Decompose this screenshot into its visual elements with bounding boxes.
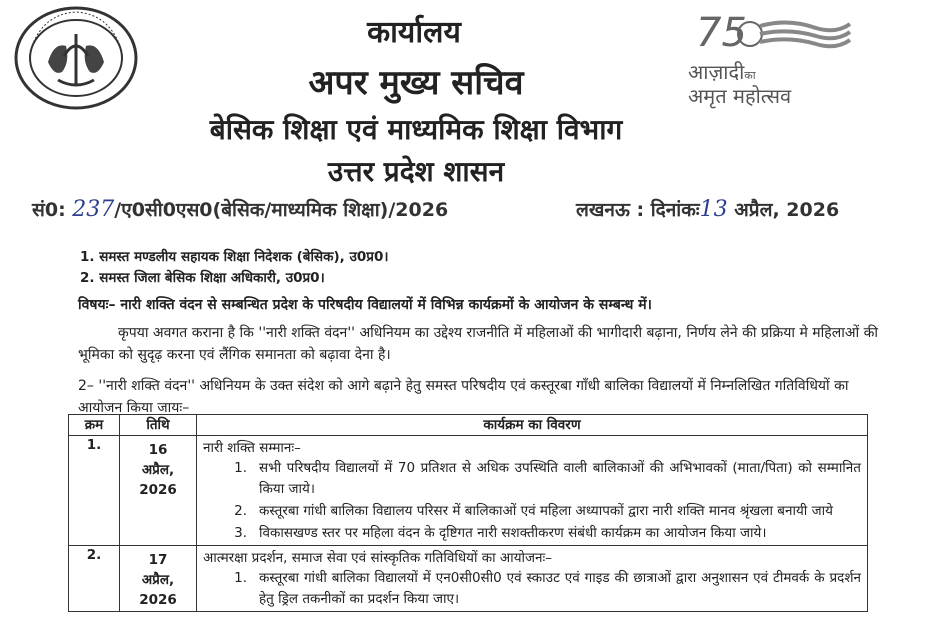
col-header-sn: क्रम bbox=[69, 415, 120, 436]
subject-line: विषयः– नारी शक्ति वंदन से सम्बन्धित प्रदेश के परिषदीय विद्यालयों में विभिन्न कार्यक्रमों के आयोजन के सम्बन्ध में। bbox=[78, 297, 652, 313]
row-date: 16 अप्रैल, 2026 bbox=[120, 436, 197, 546]
azadi-line2: अमृत महोत्सव bbox=[688, 84, 792, 108]
row-sn: 1. bbox=[69, 436, 120, 546]
list-item: 3. विकासखण्ड स्तर पर महिला वंदन के दृष्टिगत नारी सशक्तीकरण संबंधी कार्यक्रम का आयोजन किया जाये। bbox=[234, 525, 767, 541]
place-date: लखनऊ : दिनांकः13 अप्रैल, 2026 bbox=[576, 197, 840, 222]
row-details bbox=[197, 436, 868, 546]
handwritten-day: 13 bbox=[699, 197, 728, 222]
list-item: 2. कस्तूरबा गांधी बालिका विद्यालय परिसर में बालिकाओं एवं महिला अध्यापकों द्वारा नारी शक्ति मानव श्रृंखला बनायी जाये bbox=[234, 503, 833, 519]
addressee-2: 2. समस्त जिला बेसिक शिक्षा अधिकारी, उ0प्र0। bbox=[80, 270, 325, 286]
activity-title: आत्मरक्षा प्रदर्शन, समाज सेवा एवं सांस्कृतिक गतिविधियों का आयोजनः– bbox=[203, 550, 553, 566]
addressee-1: 1. समस्त मण्डलीय सहायक शिक्षा निदेशक (बेसिक), उ0प्र0। bbox=[80, 249, 389, 265]
table-row bbox=[69, 546, 868, 612]
officer-heading: अपर मुख्य सचिव bbox=[308, 63, 524, 103]
azadi-number: 75 bbox=[696, 10, 747, 56]
col-header-date: तिथि bbox=[120, 415, 197, 436]
government-heading: उत्तर प्रदेश शासन bbox=[327, 155, 505, 188]
col-header-details: कार्यक्रम का विवरण bbox=[197, 415, 868, 436]
programme-table bbox=[68, 414, 868, 612]
table-header-row bbox=[69, 415, 868, 436]
department-heading: बेसिक शिक्षा एवं माध्यमिक शिक्षा विभाग bbox=[209, 113, 623, 146]
list-item: 1. कस्तूरबा गांधी बालिका विद्यालयों में एन0सी0सी0 एवं स्काउट एवं गाइड की छात्राओं द्वारा अनुशासन एवं टीमवर्क के प्रदर्शन हेतु ड्रिल तकनीकों का प्रदर्शन किया जाए। bbox=[234, 570, 861, 607]
activity-title: नारी शक्ति सम्मानः– bbox=[203, 440, 301, 456]
list-item: 1. सभी परिषदीय विद्यालयों में 70 प्रतिशत से अधिक उपस्थिति वाली बालिकाओं की अभिभावकों (माता/पिता) को सम्मानित किया जाये। bbox=[234, 460, 861, 497]
table-row bbox=[69, 436, 868, 546]
paragraph-2: 2– ''नारी शक्ति वंदन'' अधिनियम के उक्त संदेश को आगे बढ़ाने हेतु समस्त परिषदीय एवं कस्तूरबा गाँधी बालिका विद्यालयों में निम्नलिखित गतिविधियों का आयोजन किया जायः– bbox=[78, 378, 849, 416]
row-details bbox=[197, 546, 868, 612]
reference-number: सं0: 237/ए0सी0एस0(बेसिक/माध्यमिक शिक्षा)/2026 bbox=[32, 197, 449, 222]
handwritten-ref-number: 237 bbox=[72, 197, 115, 222]
row-date: 17 अप्रैल, 2026 bbox=[120, 546, 197, 612]
paragraph-1: कृपया अवगत कराना है कि ''नारी शक्ति वंदन'' अधिनियम का उद्देश्य राजनीति में महिलाओं की भागीदारी बढ़ाना, निर्णय लेने की प्रक्रिया मे महिलाओं की भूमिका को सुदृढ़ करना एवं लैंगिक समानता को बढ़ावा देना है। bbox=[78, 325, 878, 363]
office-heading: कार्यालय bbox=[367, 15, 461, 50]
row-sn: 2. bbox=[69, 546, 120, 612]
azadi-line1: आज़ादीका bbox=[688, 60, 756, 84]
